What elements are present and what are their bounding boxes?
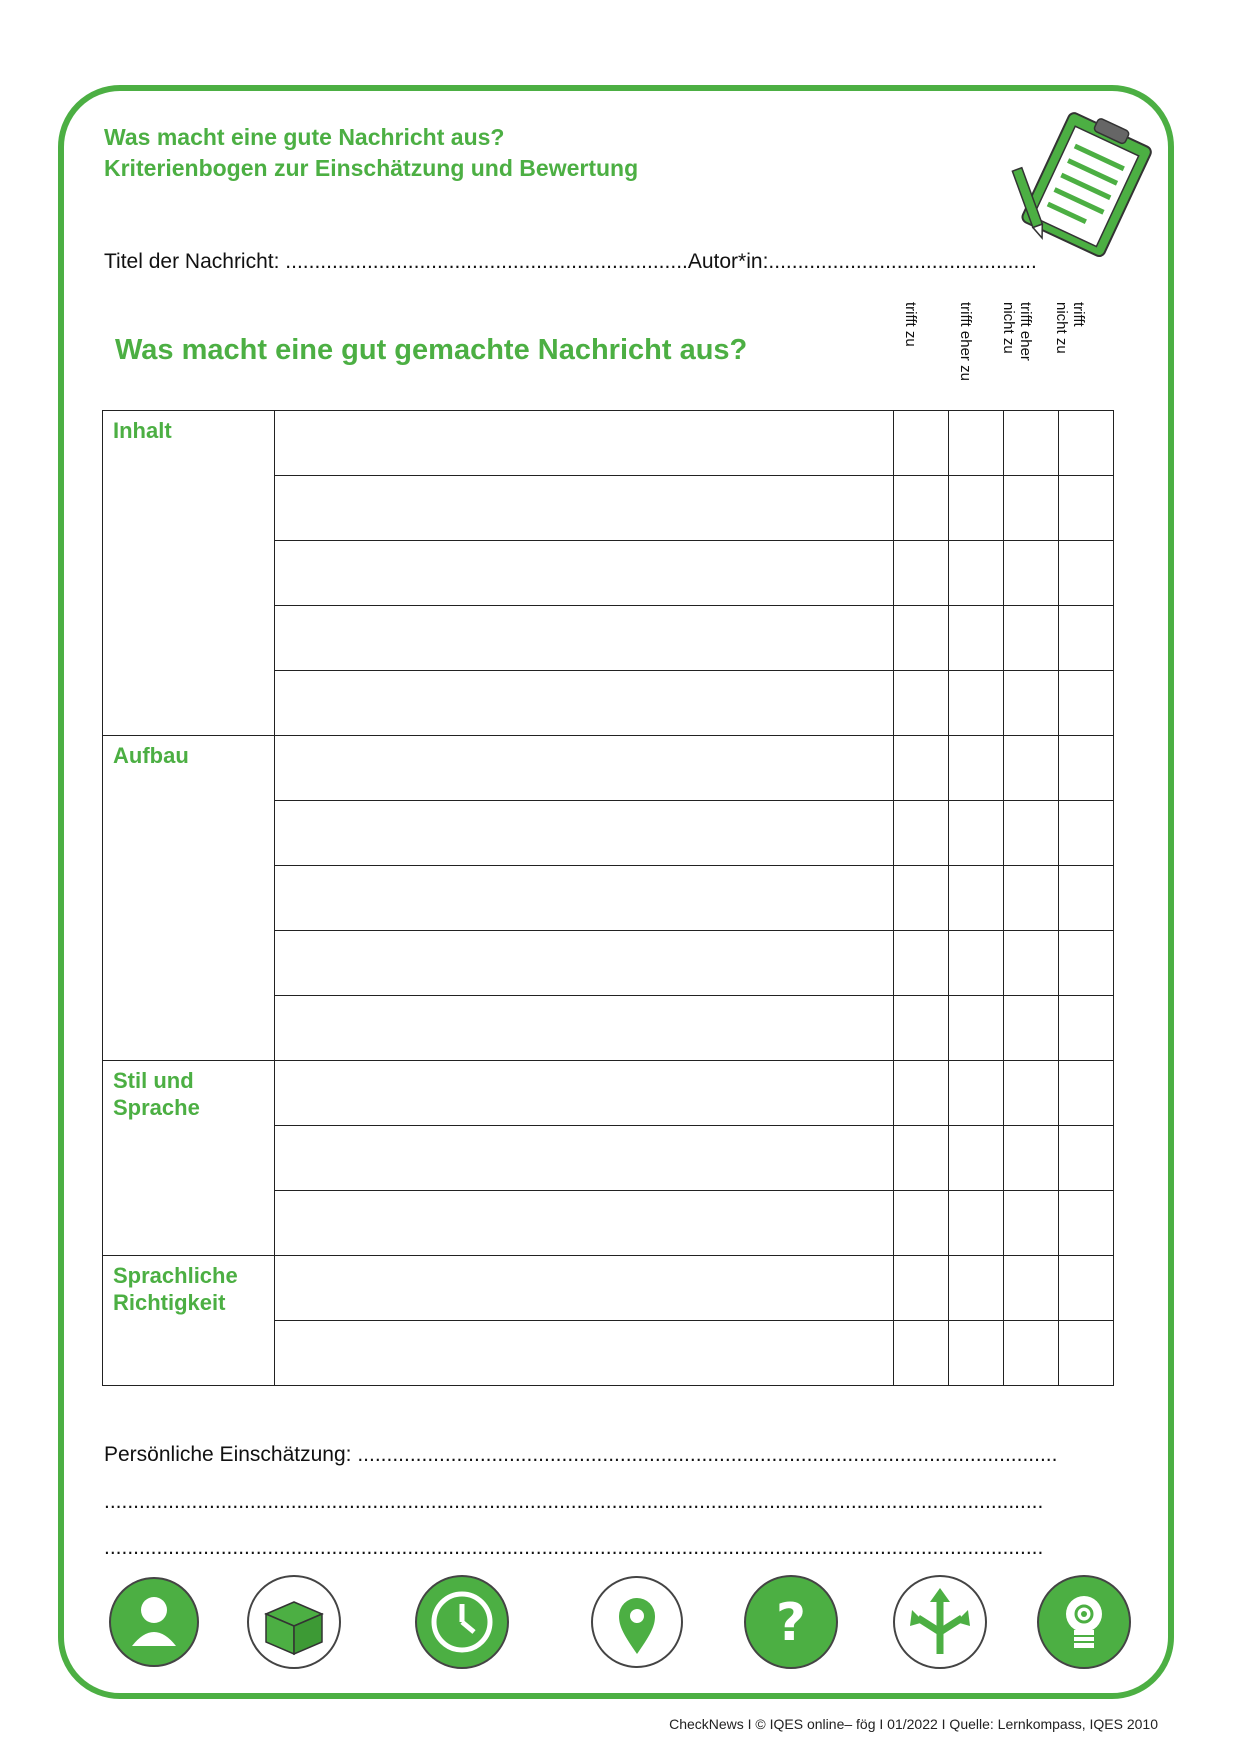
rating-checkbox-cell[interactable] — [1004, 606, 1059, 671]
criterion-cell[interactable] — [275, 606, 894, 671]
box-icon — [244, 1572, 344, 1672]
rating-checkbox-cell[interactable] — [1059, 931, 1114, 996]
rating-checkbox-cell[interactable] — [1059, 996, 1114, 1061]
rating-checkbox-cell[interactable] — [949, 1126, 1004, 1191]
footer-credit: CheckNews I © IQES online– fög I 01/2022 I Quelle: Lernkompass, IQES 2010 — [669, 1716, 1158, 1732]
rating-checkbox-cell[interactable] — [1004, 1256, 1059, 1321]
category-label: Stil und Sprache — [103, 1061, 275, 1256]
personal-assessment-line-1[interactable]: Persönliche Einschätzung: ........................................................................................................................ — [104, 1443, 1058, 1466]
rating-checkbox-cell[interactable] — [1059, 801, 1114, 866]
rating-checkbox-cell[interactable] — [1059, 1321, 1114, 1386]
rating-checkbox-cell[interactable] — [1004, 1126, 1059, 1191]
criteria-table — [102, 410, 1114, 1386]
lightbulb-gear-icon — [1034, 1572, 1134, 1672]
rating-checkbox-cell[interactable] — [1004, 541, 1059, 606]
table-row — [103, 411, 1114, 476]
page-subtitle: Kriterienbogen zur Einschätzung und Bewertung — [104, 155, 639, 181]
criterion-cell[interactable] — [275, 1126, 894, 1191]
rating-checkbox-cell[interactable] — [949, 606, 1004, 671]
rating-checkbox-cell[interactable] — [1059, 1061, 1114, 1126]
rating-checkbox-cell[interactable] — [949, 411, 1004, 476]
criterion-cell[interactable] — [275, 736, 894, 801]
rating-checkbox-cell[interactable] — [1059, 671, 1114, 736]
rating-checkbox-cell[interactable] — [894, 411, 949, 476]
rating-checkbox-cell[interactable] — [1059, 606, 1114, 671]
criterion-cell[interactable] — [275, 866, 894, 931]
rating-checkbox-cell[interactable] — [949, 801, 1004, 866]
category-label: Sprachliche Richtigkeit — [103, 1256, 275, 1386]
table-row — [103, 1256, 1114, 1321]
rating-checkbox-cell[interactable] — [1059, 411, 1114, 476]
rating-checkbox-cell[interactable] — [1004, 1321, 1059, 1386]
rating-checkbox-cell[interactable] — [1004, 996, 1059, 1061]
rating-checkbox-cell[interactable] — [1059, 1191, 1114, 1256]
rating-checkbox-cell[interactable] — [1059, 476, 1114, 541]
clock-icon — [412, 1572, 512, 1672]
rating-checkbox-cell[interactable] — [949, 931, 1004, 996]
rating-checkbox-cell[interactable] — [894, 1321, 949, 1386]
rating-checkbox-cell[interactable] — [1059, 1256, 1114, 1321]
person-icon — [104, 1572, 204, 1672]
criterion-cell[interactable] — [275, 1256, 894, 1321]
title-author-field[interactable]: Titel der Nachricht: .....................................................................Autor*in:.............................................. — [104, 250, 1037, 273]
rating-checkbox-cell[interactable] — [894, 801, 949, 866]
criterion-cell[interactable] — [275, 671, 894, 736]
directions-arrows-icon — [890, 1572, 990, 1672]
rating-checkbox-cell[interactable] — [1004, 736, 1059, 801]
rating-checkbox-cell[interactable] — [1004, 476, 1059, 541]
section-heading: Was macht eine gut gemachte Nachricht aus? — [115, 334, 748, 366]
clipboard-icon — [1000, 112, 1160, 262]
rating-checkbox-cell[interactable] — [949, 866, 1004, 931]
rating-checkbox-cell[interactable] — [894, 931, 949, 996]
rating-checkbox-cell[interactable] — [894, 541, 949, 606]
table-row — [103, 736, 1114, 801]
rating-checkbox-cell[interactable] — [1004, 1061, 1059, 1126]
table-row — [103, 1061, 1114, 1126]
criterion-cell[interactable] — [275, 801, 894, 866]
criterion-cell[interactable] — [275, 1061, 894, 1126]
rating-checkbox-cell[interactable] — [1004, 801, 1059, 866]
rating-checkbox-cell[interactable] — [1004, 671, 1059, 736]
column-header-trifft-eher-nicht-zu: trifft eher nicht zu — [1000, 302, 1034, 361]
category-label: Inhalt — [103, 411, 275, 736]
rating-checkbox-cell[interactable] — [894, 736, 949, 801]
svg-text:?: ? — [775, 1593, 807, 1653]
personal-assessment-line-3[interactable]: ................................................................................................................................................................. — [104, 1536, 1044, 1559]
criterion-cell[interactable] — [275, 541, 894, 606]
rating-checkbox-cell[interactable] — [894, 1126, 949, 1191]
question-icon — [741, 1572, 841, 1672]
column-header-trifft-nicht-zu: trifft nicht zu — [1053, 302, 1087, 354]
rating-checkbox-cell[interactable] — [949, 736, 1004, 801]
rating-checkbox-cell[interactable] — [1059, 1126, 1114, 1191]
category-label: Aufbau — [103, 736, 275, 1061]
rating-checkbox-cell[interactable] — [949, 1191, 1004, 1256]
rating-checkbox-cell[interactable] — [894, 476, 949, 541]
rating-checkbox-cell[interactable] — [894, 996, 949, 1061]
rating-checkbox-cell[interactable] — [894, 1061, 949, 1126]
rating-checkbox-cell[interactable] — [949, 1061, 1004, 1126]
icon-row — [104, 1572, 1134, 1682]
rating-checkbox-cell[interactable] — [949, 1256, 1004, 1321]
rating-checkbox-cell[interactable] — [949, 541, 1004, 606]
location-pin-icon — [587, 1572, 687, 1672]
rating-checkbox-cell[interactable] — [894, 1191, 949, 1256]
rating-checkbox-cell[interactable] — [949, 671, 1004, 736]
criterion-cell[interactable] — [275, 1191, 894, 1256]
column-header-trifft-zu: trifft zu — [902, 302, 919, 347]
criterion-cell[interactable] — [275, 996, 894, 1061]
column-header-trifft-eher-zu: trifft eher zu — [957, 302, 974, 381]
criterion-cell[interactable] — [275, 411, 894, 476]
page-title: Was macht eine gute Nachricht aus? — [104, 124, 505, 150]
rating-checkbox-cell[interactable] — [894, 671, 949, 736]
criterion-cell[interactable] — [275, 1321, 894, 1386]
rating-checkbox-cell[interactable] — [949, 476, 1004, 541]
rating-checkbox-cell[interactable] — [1004, 411, 1059, 476]
personal-assessment-line-2[interactable]: ................................................................................................................................................................. — [104, 1490, 1044, 1513]
criterion-cell[interactable] — [275, 931, 894, 996]
rating-checkbox-cell[interactable] — [894, 606, 949, 671]
criterion-cell[interactable] — [275, 476, 894, 541]
rating-checkbox-cell[interactable] — [1004, 866, 1059, 931]
rating-checkbox-cell[interactable] — [1059, 866, 1114, 931]
rating-checkbox-cell[interactable] — [1004, 1191, 1059, 1256]
rating-checkbox-cell[interactable] — [1059, 736, 1114, 801]
rating-checkbox-cell[interactable] — [1004, 931, 1059, 996]
rating-checkbox-cell[interactable] — [894, 866, 949, 931]
rating-checkbox-cell[interactable] — [949, 996, 1004, 1061]
rating-checkbox-cell[interactable] — [1059, 541, 1114, 606]
rating-checkbox-cell[interactable] — [894, 1256, 949, 1321]
rating-checkbox-cell[interactable] — [949, 1321, 1004, 1386]
